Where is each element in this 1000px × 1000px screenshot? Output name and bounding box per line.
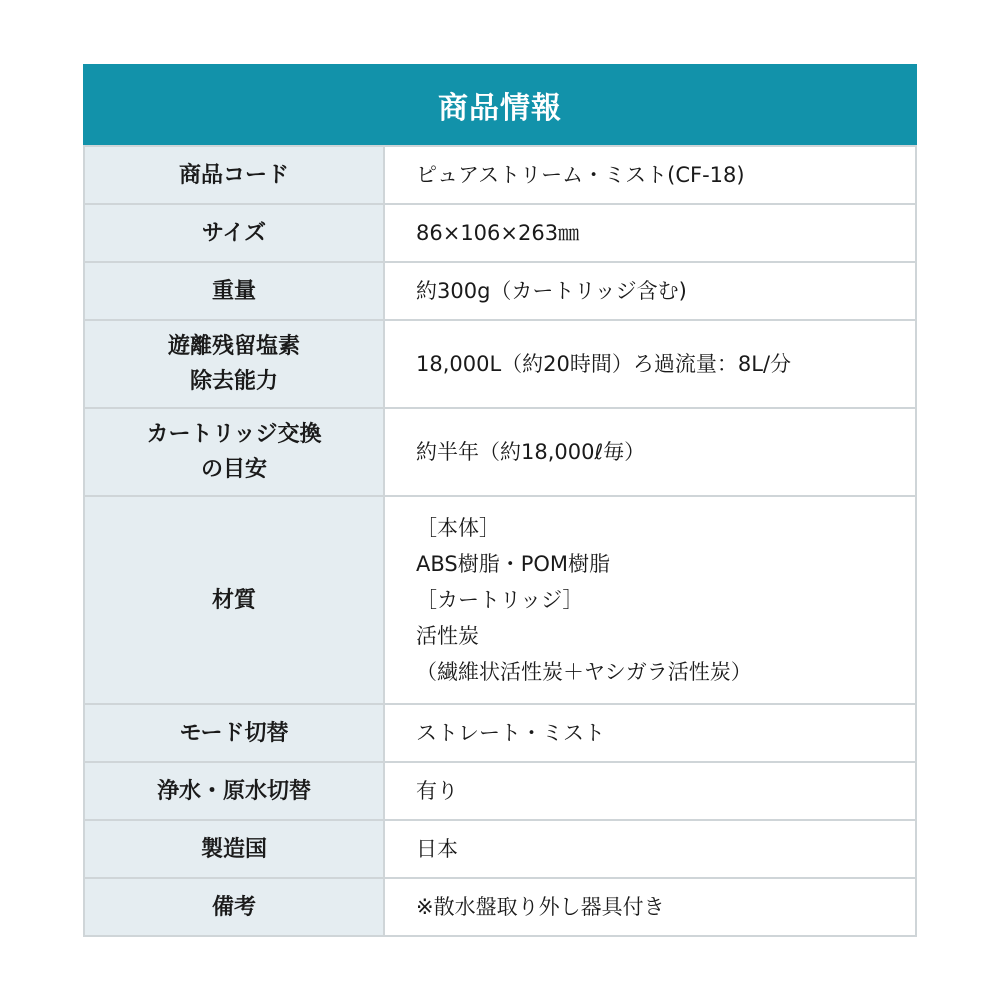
row-label-cell xyxy=(84,146,384,204)
row-label: カートリッジ交換 xyxy=(146,422,322,447)
row-label-cell xyxy=(84,262,384,320)
row-value-cell xyxy=(384,762,916,820)
row-value: ストレート・ミスト xyxy=(416,721,605,745)
row-value: 有り xyxy=(416,779,458,803)
row-label-cell xyxy=(84,704,384,762)
table-row-weight xyxy=(84,262,916,320)
table-row-cartridge-replacement xyxy=(84,408,916,496)
row-label-cell xyxy=(84,820,384,878)
row-value-line: ［本体］ xyxy=(416,516,500,540)
row-value-cell xyxy=(384,496,916,704)
row-value-cell xyxy=(384,878,916,936)
row-value-cell xyxy=(384,820,916,878)
row-value: 約300g（カートリッジ含む) xyxy=(416,279,687,303)
row-label: の目安 xyxy=(200,457,267,482)
row-label: モード切替 xyxy=(179,720,289,746)
row-value-cell xyxy=(384,262,916,320)
row-label-cell xyxy=(84,320,384,408)
row-label: 除去能力 xyxy=(189,369,278,394)
row-label: 遊離残留塩素 xyxy=(167,334,300,359)
row-value: 日本 xyxy=(416,837,458,861)
table-row-product-code xyxy=(84,146,916,204)
table-row-mode-switch xyxy=(84,704,916,762)
table-row-notes xyxy=(84,878,916,936)
row-label: 商品コード xyxy=(178,162,289,188)
row-label-cell xyxy=(84,762,384,820)
table-row-chlorine-removal xyxy=(84,320,916,408)
row-value: 86×106×263㎜ xyxy=(416,221,580,245)
row-label-cell xyxy=(84,204,384,262)
table-row-country xyxy=(84,820,916,878)
row-value: ※散水盤取り外し器具付き xyxy=(416,895,665,919)
row-label: 製造国 xyxy=(200,836,267,862)
row-value: 18,000L（約20時間）ろ過流量：8L/分 xyxy=(416,352,792,376)
product-info-title-bar xyxy=(83,64,917,145)
row-value-line: ABS樹脂・POM樹脂 xyxy=(416,552,611,576)
table-row-material xyxy=(84,496,916,704)
row-value: ピュアストリーム・ミスト(CF-18) xyxy=(416,163,745,187)
row-value-line: ［カートリッジ］ xyxy=(416,588,584,612)
row-value-cell xyxy=(384,704,916,762)
product-info-sheet xyxy=(83,64,917,937)
spec-table xyxy=(83,145,917,937)
table-row-water-switch xyxy=(84,762,916,820)
row-value: 約半年（約18,000ℓ毎） xyxy=(416,440,646,464)
page-title: 商品情報 xyxy=(438,90,562,126)
row-label: 浄水・原水切替 xyxy=(156,778,311,804)
row-label-cell xyxy=(84,878,384,936)
row-value-line: （繊維状活性炭＋ヤシガラ活性炭） xyxy=(416,660,752,684)
row-label: 材質 xyxy=(211,587,256,613)
row-value-cell xyxy=(384,408,916,496)
row-label: サイズ xyxy=(201,220,267,246)
row-value-cell xyxy=(384,320,916,408)
row-value-cell xyxy=(384,204,916,262)
table-row-size xyxy=(84,204,916,262)
row-label: 重量 xyxy=(211,278,256,304)
row-label-cell xyxy=(84,496,384,704)
row-value-cell xyxy=(384,146,916,204)
row-label: 備考 xyxy=(211,894,256,920)
row-value-line: 活性炭 xyxy=(416,624,479,648)
row-label-cell xyxy=(84,408,384,496)
